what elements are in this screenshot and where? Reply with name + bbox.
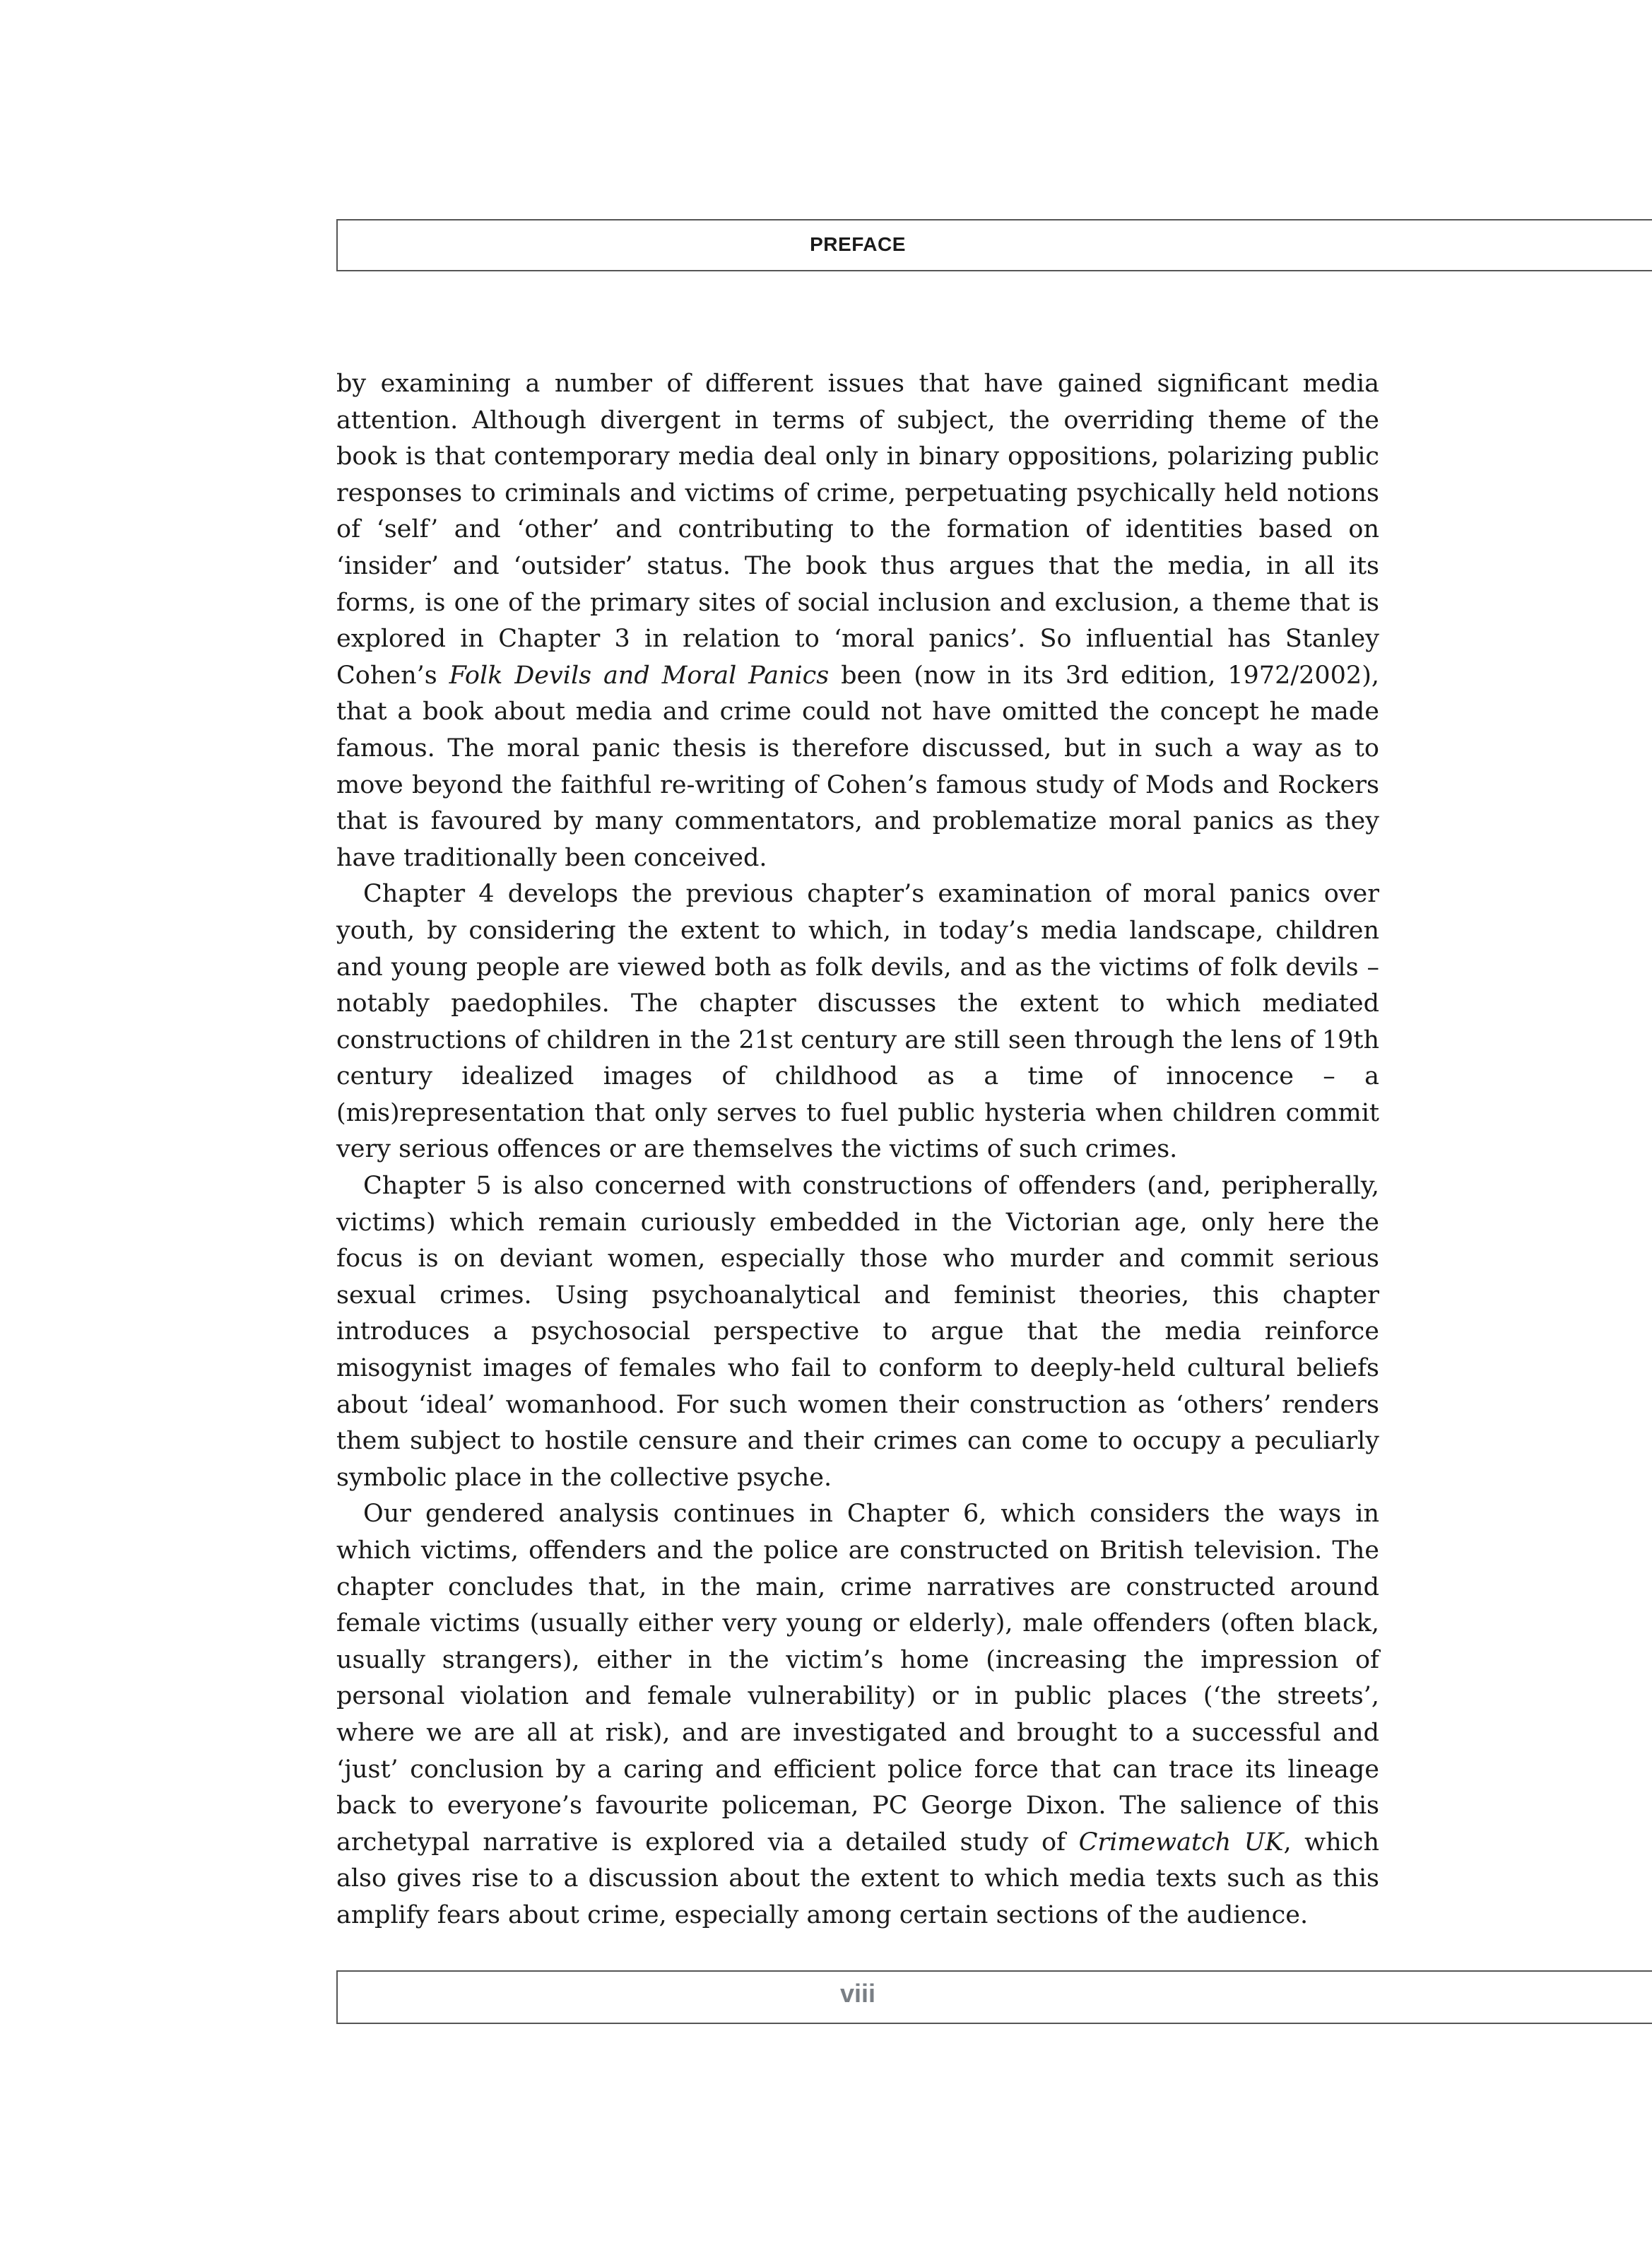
paragraph-text: Our gendered analysis continues in Chapter 6, which considers the ways in which victims, offenders and the police are constructed on British television. The chapter concludes that, in the main, crime narratives are constructed around female victims (usually either very young or elderly), male offenders (often black, usually strangers), either in the victim’s home (increasing the impression of personal violation and female vulnerability) or in public places (‘the streets’, where we are all at risk), and are investigated and brought to a successful and ‘just’ conclusion by a caring and efficient police force that can trace its lineage back to everyone’s favourite policeman, PC George Dixon. The salience of this archetypal narrative is explored via a detailed study of — [336, 1500, 1379, 1857]
body-paragraph — [336, 366, 1379, 876]
running-header-title: PREFACE — [810, 233, 906, 255]
paragraph-text: Chapter 4 develops the previous chapter’s examination of moral panics over youth, by considering the extent to which, in today’s media landscape, children and young people are viewed both as folk devils, and as the victims of folk devils – notably paedophiles. The chapter discusses the extent to which mediated constructions of children in the 21st century are still seen through the lens of 19th century idealized images of childhood as a time of innocence – a (mis)representation that only serves to fuel public hysteria when children commit very serious offences or are themselves the victims of such crimes. — [336, 880, 1379, 1164]
italic-title-text: Crimewatch UK — [1078, 1828, 1284, 1857]
page-number: viii — [839, 1979, 876, 2008]
italic-title-text: Folk Devils and Moral Panics — [449, 661, 830, 690]
paragraph-text: Chapter 5 is also concerned with constructions of offenders (and, peripherally, victims) which remain curiously embedded in the Victorian age, only here the focus is on deviant women, especially those who murder and commit serious sexual crimes. Using psychoanalytical and feminist theories, this chapter introduces a psychosocial perspective to argue that the media reinforce misogynist images of females who fail to conform to deeply-held cultural beliefs about ‘ideal’ womanhood. For such women their construction as ‘others’ renders them subject to hostile censure and their crimes can come to occupy a peculiarly symbolic place in the collective psyche. — [336, 1172, 1379, 1492]
paragraph-text: by examining a number of different issues that have gained significant media attention. Although divergent in terms of subject, the overriding theme of the book is that contemporary media deal only in binary oppositions, polarizing public responses to criminals and victims of crime, perpetuating psychically held notions of ‘self’ and ‘other’ and contributing to the formation of identities based on ‘insider’ and ‘outsider’ status. The book thus argues that the media, in all its forms, is one of the primary sites of social inclusion and exclusion, a theme that is explored in Chapter 3 in relation to ‘moral panics’. So influential has Stanley Cohen’s — [336, 370, 1379, 690]
paragraph-text: been (now in its 3rd edition, 1972/2002), that a book about media and crime could not have omitted the concept he made famous. The moral panic thesis is therefore discussed, but in such a way as to move beyond the faithful re-writing of Cohen’s famous study of Mods and Rockers that is favoured by many commentators, and problematize moral panics as they have traditionally been conceived. — [336, 661, 1379, 872]
body-paragraph — [336, 876, 1379, 1168]
paragraph-text: , which also gives rise to a discussion about the extent to which media texts such as this amplify fears about crime, especially among certain sections of the audience. — [336, 1828, 1379, 1929]
preface-body-text — [336, 366, 1379, 1934]
body-paragraph — [336, 1496, 1379, 1934]
body-paragraph — [336, 1168, 1379, 1496]
